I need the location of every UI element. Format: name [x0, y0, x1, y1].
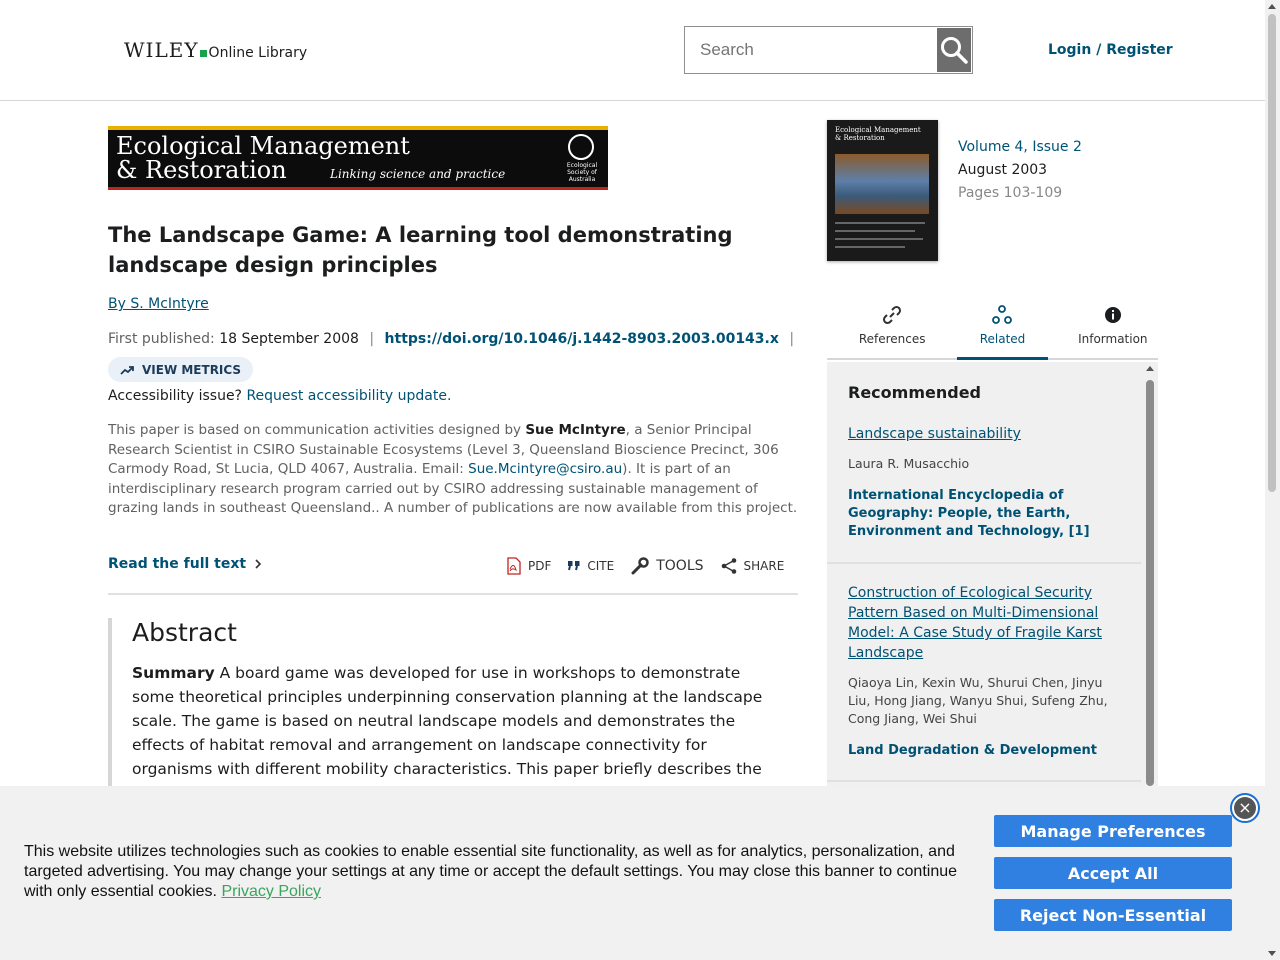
recommended-journal-link[interactable]: Land Degradation & Development [848, 743, 1097, 758]
tab-references-label: References [858, 332, 926, 346]
society-name: Ecological Society of Australia [566, 162, 598, 183]
recommended-panel [827, 362, 1158, 786]
cover-text-line [835, 222, 925, 224]
journal-title-line1: Ecological Management [116, 132, 410, 160]
pdf-button[interactable] [506, 557, 551, 575]
cookie-text: This website utilizes technologies such as cookies to enable essential site functionality, as well as for analytics, personalization, and targeted advertising. You may change your settings at any time or accept the default settings. You may close this banner to continue with only essential cookies. [24, 843, 958, 900]
cite-button[interactable] [567, 559, 614, 573]
chevron-right-icon [254, 558, 262, 570]
recommended-scroll-up-arrow[interactable] [1146, 366, 1154, 371]
recommended-item [848, 583, 1123, 760]
reject-non-essential-button[interactable]: Reject Non-Essential [994, 899, 1232, 931]
summary-text: A board game was developed for use in workshops to demonstrate some theoretical principles underpinning conservation planning at the landscape scale. The game is based on neutral landscape models and demonstrates the effects of habitat removal and arrangement on landscape connectivity for organisms with different mobility characteristics. This paper briefly describes the [132, 664, 763, 778]
cookie-message [24, 842, 964, 902]
related-nodes-icon [991, 304, 1013, 326]
close-icon: × [1234, 797, 1256, 819]
article-footnote [108, 421, 798, 519]
recommended-title-link[interactable]: Landscape sustainability [848, 426, 1021, 442]
read-full-text-link[interactable] [108, 556, 262, 572]
journal-cover-image[interactable] [827, 120, 938, 261]
first-published-date: 18 September 2008 [219, 331, 359, 347]
pdf-label: PDF [528, 559, 552, 573]
tools-button[interactable] [630, 556, 703, 576]
journal-tagline: Linking science and practice [330, 167, 506, 181]
accessibility-label: Accessibility issue? [108, 388, 242, 404]
share-label: SHARE [743, 559, 785, 573]
tab-related[interactable] [957, 298, 1047, 360]
recommended-title-link[interactable]: Construction of Ecological Security Pattern Based on Multi-Dimensional Model: A Case Study of Fragile Karst Landscape [848, 585, 1102, 661]
author-link[interactable]: By S. McIntyre [108, 296, 209, 312]
issue-date: August 2003 [958, 162, 1048, 178]
page-scrollbar[interactable] [1265, 0, 1280, 960]
journal-title-line2: & Restoration [116, 156, 287, 184]
issue-info [958, 136, 1082, 205]
summary-label: Summary [132, 664, 215, 682]
society-logo-icon [568, 134, 594, 160]
tools-label: TOOLS [656, 558, 704, 574]
content-divider [108, 593, 798, 595]
abstract-section [108, 618, 798, 788]
recommended-item [848, 424, 1123, 541]
logo-dot [200, 50, 207, 57]
privacy-policy-link[interactable]: Privacy Policy [221, 883, 322, 900]
recommended-authors: Qiaoya Lin, Kexin Wu, Shurui Chen, Jinyu Liu, Hong Jiang, Wanyu Shui, Sufeng Zhu, Cong Jiang, Wei Shui [848, 675, 1108, 726]
accessibility-notice [108, 388, 451, 404]
separator: | [789, 331, 795, 347]
view-metrics-button[interactable] [108, 357, 253, 382]
recommended-journal-link[interactable]: International Encyclopedia of Geography: People, the Earth, Environment and Technology, [1] [848, 488, 1090, 539]
close-banner-button[interactable] [1230, 793, 1260, 823]
footnote-text: This paper is based on communication activities designed by [108, 422, 526, 438]
read-full-text-label: Read the full text [108, 556, 247, 572]
search-box [684, 26, 973, 74]
footnote-author-name: Sue McIntyre [525, 422, 626, 438]
view-metrics-label: VIEW METRICS [142, 362, 242, 377]
scroll-down-arrow[interactable] [1268, 951, 1276, 956]
share-icon [720, 557, 738, 575]
accept-all-button[interactable]: Accept All [994, 857, 1232, 889]
logo-wiley-text: WILEY [124, 38, 199, 62]
trending-up-icon [120, 365, 134, 375]
cover-text-line [835, 230, 915, 232]
publication-info [108, 331, 800, 347]
issue-pages: Pages 103-109 [958, 185, 1063, 201]
cover-text-line [835, 238, 923, 240]
tab-information[interactable] [1068, 298, 1158, 358]
recommended-authors: Laura R. Musacchio [848, 456, 970, 471]
tab-references[interactable] [847, 298, 937, 358]
recommended-heading: Recommended [848, 383, 981, 402]
separator: | [369, 331, 375, 347]
recommended-scrollbar[interactable] [1141, 362, 1158, 786]
volume-issue-link[interactable]: Volume 4, Issue 2 [958, 139, 1082, 155]
scroll-up-arrow[interactable] [1268, 4, 1276, 9]
quote-icon [567, 560, 581, 572]
search-icon [939, 35, 969, 65]
logo-online-library-text: Online Library [208, 45, 308, 61]
recommended-scroll-thumb[interactable] [1146, 380, 1154, 786]
search-input[interactable] [685, 27, 936, 73]
share-button[interactable] [720, 557, 785, 575]
login-register-text[interactable]: Login / Register [1048, 42, 1173, 58]
login-register-link[interactable] [1048, 42, 1173, 58]
journal-banner[interactable] [108, 126, 608, 190]
abstract-text [132, 661, 772, 805]
info-icon [1102, 304, 1124, 326]
request-accessibility-link[interactable]: Request accessibility update. [246, 388, 452, 404]
search-button[interactable] [937, 28, 971, 72]
wiley-logo[interactable] [124, 38, 307, 62]
sidebar-tabs [827, 298, 1158, 360]
cover-journal-title: Ecological Management & Restoration [835, 126, 921, 142]
link-icon [881, 304, 903, 326]
pdf-icon [506, 557, 522, 575]
doi-link[interactable]: https://doi.org/10.1046/j.1442-8903.2003.00143.x [384, 331, 779, 347]
first-published-label: First published: [108, 331, 215, 347]
recommended-separator [827, 780, 1141, 782]
site-header [0, 0, 1265, 101]
recommended-separator [827, 562, 1141, 564]
article-title: The Landscape Game: A learning tool demonstrating landscape design principles [108, 223, 733, 277]
wrench-icon [630, 556, 650, 576]
cookie-banner [0, 786, 1265, 960]
abstract-heading: Abstract [132, 618, 237, 647]
manage-preferences-button[interactable]: Manage Preferences [994, 815, 1232, 847]
article-tools [506, 556, 784, 576]
cover-text-line [835, 246, 905, 248]
cite-label: CITE [587, 559, 615, 573]
tab-related-label: Related [979, 332, 1026, 346]
tab-information-label: Information [1078, 332, 1148, 346]
cover-photo [835, 154, 929, 214]
footnote-text: ). It is part of an interdisciplinary research program carried out by CSIRO addressing sustainable management of grazing lands in southeast Queensland.. A number of publications are now available from this project. [108, 461, 798, 517]
author-email-link[interactable]: Sue.Mcintyre@csiro.au [468, 461, 623, 478]
footnote-text: , a Senior Principal Research Scientist in CSIRO Sustainable Ecosystems (Level 3, Queensland Bioscience Precinct, 306 Carmody Road, St Lucia, QLD 4067, Australia. Email: [108, 422, 779, 478]
scroll-thumb[interactable] [1268, 14, 1276, 492]
